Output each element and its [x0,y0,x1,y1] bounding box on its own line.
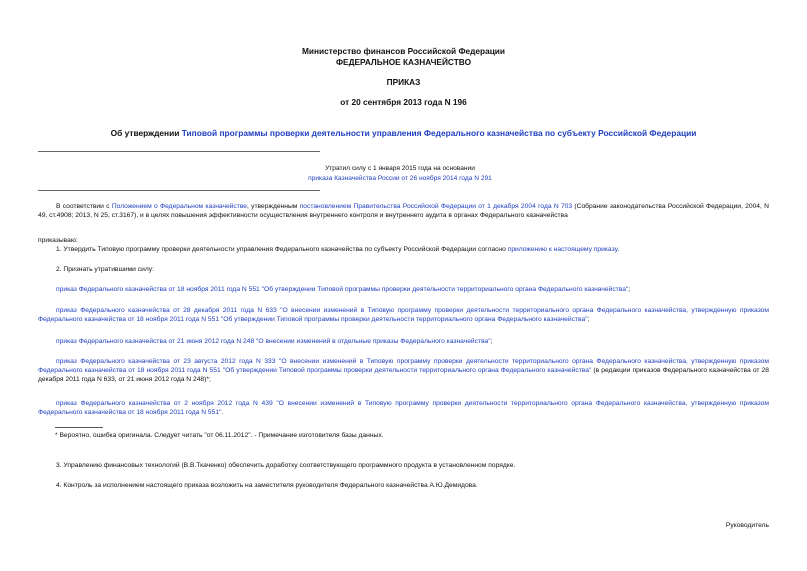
repealed-item-2-tail: ; [587,316,590,323]
preamble-text-2: , утвержденным [247,203,300,210]
doc-title [0,128,807,138]
repealed-item-1-tail: ; [628,286,631,293]
ministry-name: Министерство финансов Российской Федерации [301,46,506,56]
status-note-link[interactable]: приказа Казначейства России от 26 ноября 2014 года N 291 [308,175,492,182]
repealed-item-5 [38,399,769,417]
repealed-item-5-tail: . [221,409,224,416]
repealed-item-1-link[interactable]: приказ Федерального казначейства от 18 ноября 2011 года N 551 "Об утверждении Типовой программы проверки деятельности территориального органа Федерального казначейства" [56,286,629,293]
doc-date-number: от 20 сентября 2013 года N 196 [340,97,467,107]
divider-bottom [38,190,320,191]
repealed-item-4 [38,357,769,384]
repealed-item-3-link[interactable]: приказ Федерального казначейства от 21 июня 2012 года N 248 "О внесении изменений в отдельные приказы Федерального казначейства" [56,338,491,345]
status-note-line1: Утратил силу с 1 января 2015 года на основании [325,165,475,172]
repealed-item-2 [38,306,769,324]
repealed-item-4-link[interactable]: приказ Федерального казначейства от 23 августа 2012 года N 333 "О внесении изменений в Типовую программу проверки деятельности территориального органа Федерального казначейства, утвержденную приказом Федерального казначейства от 18 ноября 2011 года N 551 "Об утверждении Типовой программы проверки деятельности территориального органа Федерального казначейства" [38,358,769,374]
repealed-item-3-tail: ; [490,338,493,345]
repealed-item-4-tail: (в редакции приказов Федерального казначейства от 28 декабря 2011 года N 633, от 21 июня 2012 года N 248)*; [38,367,769,383]
repealed-item-3 [38,337,769,346]
preamble-text-1: В соответствии с [56,203,112,210]
order-word: приказываю: [38,237,78,244]
item-4: 4. Контроль за исполнением настоящего приказа возложить на заместителя руководителя Федерального казначейства А.Ю.Демидова. [56,482,478,489]
preamble [38,202,769,220]
preamble-link-regulation[interactable]: Положением о Федеральном казначействе [111,203,248,210]
divider-top [38,151,320,152]
doc-title-prefix: Об утверждении [110,128,182,138]
item-1-end: . [617,246,620,253]
doc-title-link[interactable]: Типовой программы проверки деятельности управления Федерального казначейства по субъекту Российской Федерации [181,128,697,138]
repealed-item-1 [38,285,769,294]
item-3: 3. Управлению финансовых технологий (В.В.Ткаченко) обеспечить доработку соответствующего программного продукта в установленном порядке. [56,462,516,469]
item-1-link[interactable]: приложению к настоящему приказу [507,246,618,253]
agency-name: ФЕДЕРАЛЬНОЕ КАЗНАЧЕЙСТВО [335,57,472,67]
footnote-divider [55,427,103,428]
footnote: * Вероятно, ошибка оригинала. Следует читать "от 06.11.2012". - Примечание изготовителя базы данных. [55,432,384,439]
preamble-link-resolution[interactable]: постановлением Правительства Российской Федерации от 1 декабря 2004 года N 703 [299,203,573,210]
signature-title: Руководитель [725,522,769,529]
item-2: 2. Признать утратившими силу: [56,266,154,273]
doc-type: ПРИКАЗ [386,77,421,87]
repealed-item-5-link[interactable]: приказ Федерального казначейства от 2 ноября 2012 года N 439 "О внесении изменений в Типовую программу проверки деятельности территориального органа Федерального казначейства, утвержденную приказом Федерального казначейства от 18 ноября 2011 года N 551" [38,400,769,416]
preamble-text-3: (Собрание законодательства Российской Федерации, 2004, N 49, ст.4908; 2013, N 25, ст.3167), и в целях повышения эффективности осуществления внутреннего контроля и внутреннего аудита в органах Федерального казначейства [38,203,769,219]
item-1-text: 1. Утвердить Типовую программу проверки деятельности управления Федерального казначейства по субъекту Российской Федерации согласно [56,246,508,253]
item-1 [38,245,769,254]
repealed-item-2-link[interactable]: приказ Федерального казначейства от 28 декабря 2011 года N 633 "О внесении изменений в Типовую программу проверки деятельности территориального органа Федерального казначейства, утвержденную приказом Федерального казначейства от 18 ноября 2011 года N 551 "Об утверждении Типовой программы проверки деятельности территориального органа Федерального казначейства" [38,307,769,323]
